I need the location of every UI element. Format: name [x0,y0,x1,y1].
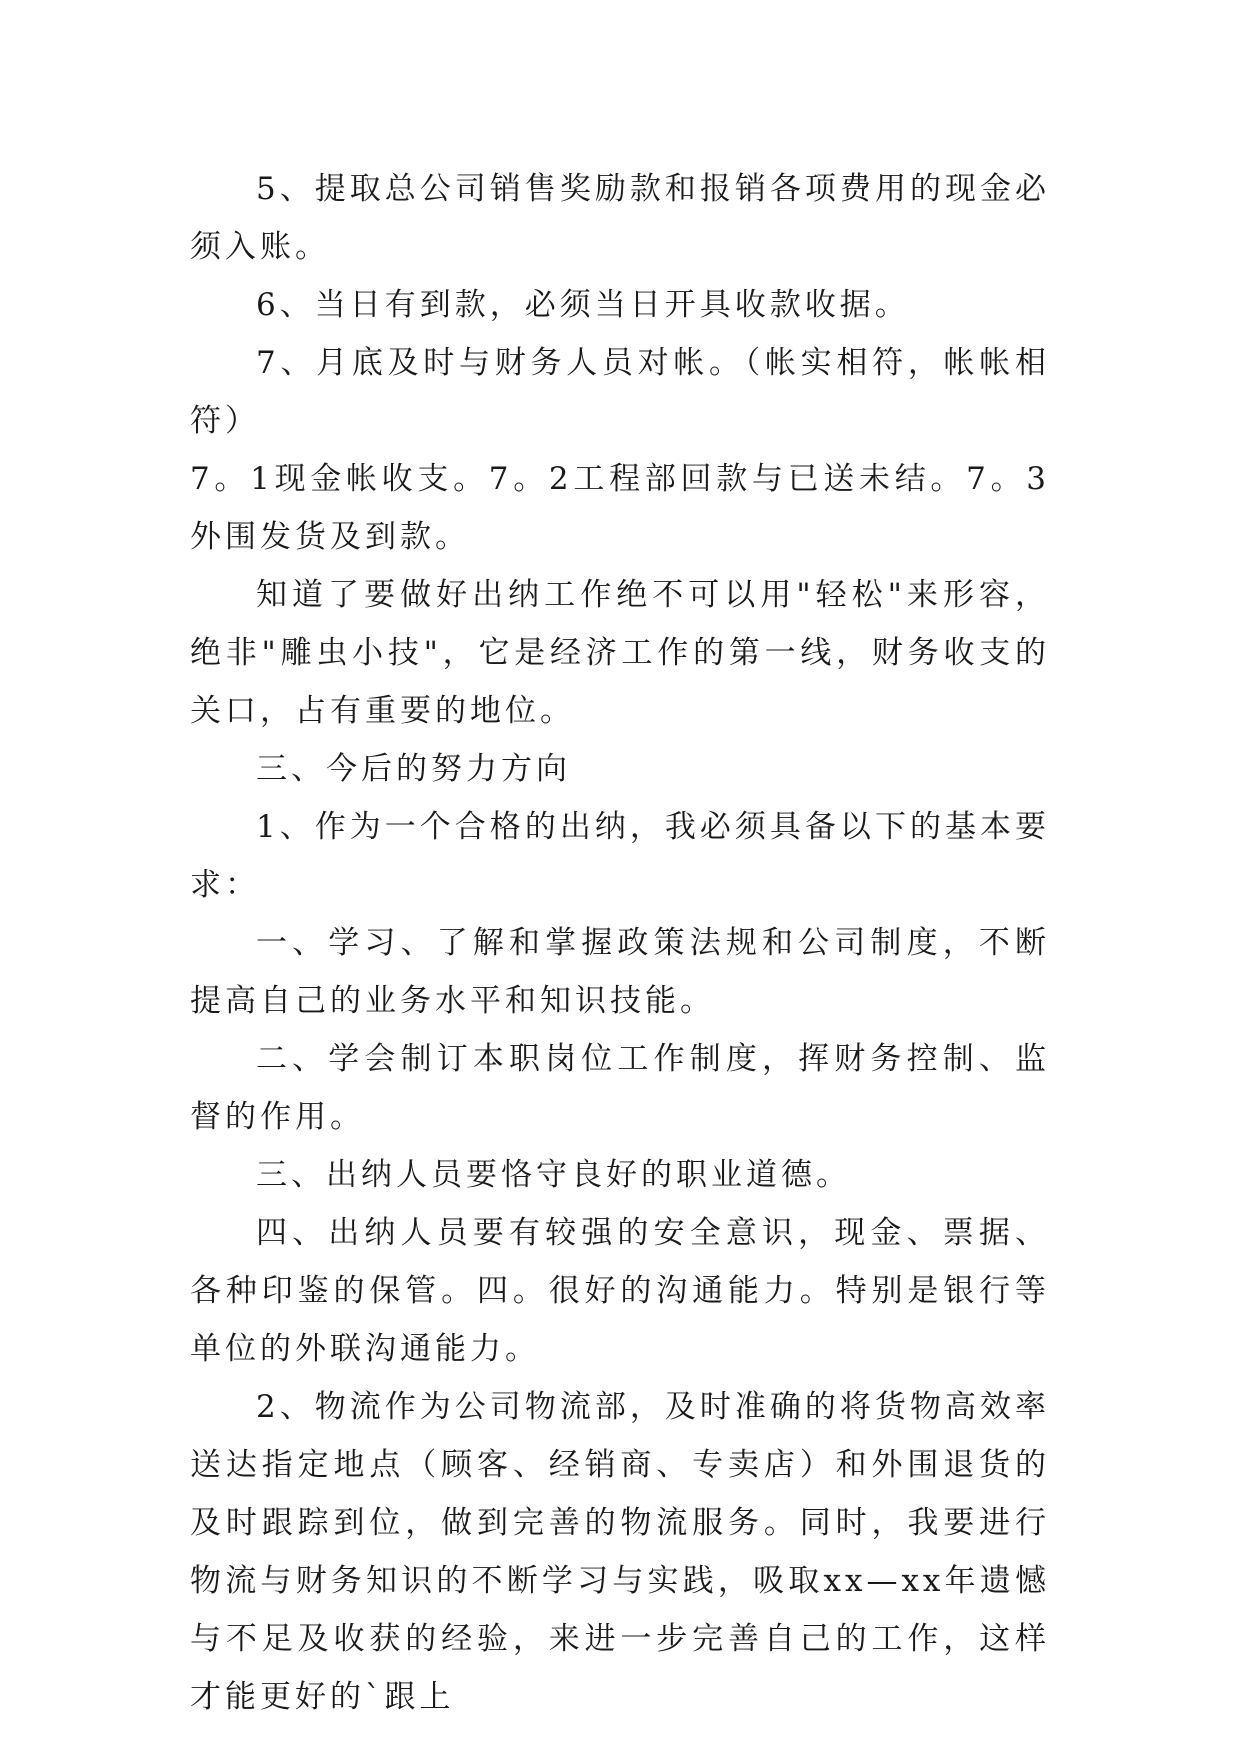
paragraph-requirement-ethics: 三、出纳人员要恪守良好的职业道德。 [256,1157,851,1193]
paragraph-item-5: 5、提取总公司销售奖励款和报销各项费用的现金必须入账。 [190,171,1050,265]
paragraph-item-7-details: 7。1现金帐收支。7。2工程部回款与已送未结。7。3外围发货及到款。 [190,461,1050,555]
paragraph-requirement-system: 二、学会制订本职岗位工作制度，挥财务控制、监督的作用。 [190,1041,1050,1135]
paragraph-requirement-study: 一、学习、了解和掌握政策法规和公司制度，不断提高自己的业务水平和知识技能。 [190,925,1050,1019]
paragraph-item-7: 7、月底及时与财务人员对帐。（帐实相符，帐帐相符） [190,345,1050,439]
paragraph-cashier-importance: 知道了要做好出纳工作绝不可以用"轻松"来形容，绝非"雕虫小技"，它是经济工作的第一线，财务收支的关口，占有重要的地位。 [190,577,1050,729]
paragraph-logistics: 2、物流作为公司物流部，及时准确的将货物高效率送达指定地点（顾客、经销商、专卖店）和外围退货的及时跟踪到位，做到完善的物流服务。同时，我要进行物流与财务知识的不断学习与实践，吸取xx—xx年遗憾与不足及收获的经验，来进一步完善自己的工作，这样才能更好的`跟上 [190,1389,1050,1715]
document-body [190,160,1050,1726]
paragraph-requirement-1: 1、作为一个合格的出纳，我必须具备以下的基本要求： [190,809,1050,903]
section-heading-future-direction: 三、今后的努力方向 [256,751,571,787]
paragraph-item-6: 6、当日有到款，必须当日开具收款收据。 [256,287,910,323]
paragraph-requirement-safety: 四、出纳人员要有较强的安全意识，现金、票据、各种印鉴的保管。四。很好的沟通能力。特别是银行等单位的外联沟通能力。 [190,1215,1050,1367]
